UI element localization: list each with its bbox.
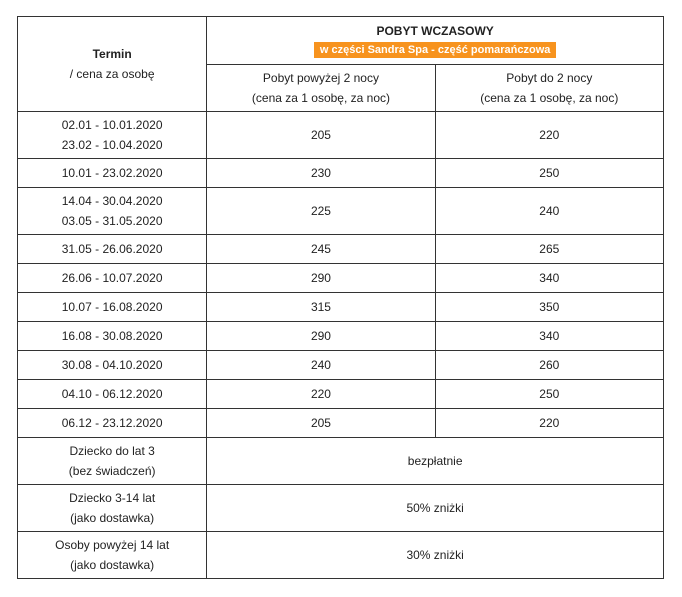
column-header-short-stay-line1: Pobyt do 2 nocy [506,71,593,85]
discount-value-cell: bezpłatnie [207,438,664,485]
price-short-stay-cell: 220 [435,112,663,159]
term-cell [18,159,207,188]
term-cell-line: 10.01 - 23.02.2020 [61,166,163,180]
price-long-stay-cell: 290 [207,264,435,293]
price-long-stay-cell: 240 [207,351,435,380]
term-cell [18,264,207,293]
table-row [18,264,664,293]
term-cell [18,235,207,264]
column-header-long-stay [207,65,435,112]
price-short-stay-cell: 350 [435,293,663,322]
term-cell-line: (bez świadczeń) [68,464,156,478]
table-row [18,380,664,409]
price-short-stay-cell: 260 [435,351,663,380]
term-cell [18,188,207,235]
table-row-discount [18,438,664,485]
price-short-stay-cell: 340 [435,264,663,293]
price-long-stay-cell: 245 [207,235,435,264]
term-cell-line: 31.05 - 26.06.2020 [61,242,163,256]
price-table-container [17,16,664,579]
term-cell-line: 26.06 - 10.07.2020 [61,271,163,285]
term-cell-line: Dziecko do lat 3 [69,444,155,458]
price-short-stay-cell: 220 [435,409,663,438]
term-cell-line: 04.10 - 06.12.2020 [61,387,163,401]
table-row-discount [18,532,664,579]
price-table [17,16,664,579]
column-header-short-stay [435,65,663,112]
term-cell-line: Osoby powyżej 14 lat [55,538,170,552]
term-cell-line: 23.02 - 10.04.2020 [61,138,163,152]
price-long-stay-cell: 230 [207,159,435,188]
term-cell-line: 02.01 - 10.01.2020 [61,118,163,132]
term-cell-line: 14.04 - 30.04.2020 [61,194,163,208]
discount-value-cell: 30% zniżki [207,532,664,579]
price-table-body [18,112,664,579]
table-row [18,188,664,235]
price-short-stay-cell: 265 [435,235,663,264]
term-cell-line: 10.07 - 16.08.2020 [61,300,163,314]
price-long-stay-cell: 205 [207,409,435,438]
term-cell-line: 03.05 - 31.05.2020 [61,214,163,228]
stay-header-title: POBYT WCZASOWY [376,23,494,38]
term-cell [18,380,207,409]
column-header-short-stay-line2: (cena za 1 osobę, za noc) [480,91,619,105]
term-cell [18,409,207,438]
term-header-title: Termin [92,47,132,61]
price-long-stay-cell: 220 [207,380,435,409]
table-row-discount [18,485,664,532]
term-cell [18,532,207,579]
table-row [18,351,664,380]
table-row [18,409,664,438]
term-cell [18,322,207,351]
price-long-stay-cell: 205 [207,112,435,159]
column-header-long-stay-line2: (cena za 1 osobę, za noc) [251,91,390,105]
table-row [18,159,664,188]
term-cell [18,438,207,485]
term-cell [18,112,207,159]
price-long-stay-cell: 225 [207,188,435,235]
term-cell-line: 16.08 - 30.08.2020 [61,329,163,343]
term-cell-line: 30.08 - 04.10.2020 [61,358,163,372]
discount-value-cell: 50% zniżki [207,485,664,532]
term-cell-line: 06.12 - 23.12.2020 [61,416,163,430]
price-short-stay-cell: 250 [435,159,663,188]
price-long-stay-cell: 290 [207,322,435,351]
table-row [18,112,664,159]
term-cell [18,351,207,380]
table-row [18,235,664,264]
term-cell-line: (jako dostawka) [70,558,155,572]
term-header-subtitle: / cena za osobę [69,67,155,81]
column-header-long-stay-line1: Pobyt powyżej 2 nocy [262,71,379,85]
table-row [18,293,664,322]
price-long-stay-cell: 315 [207,293,435,322]
header-row-top [18,17,664,65]
stay-header-cell [207,17,664,65]
term-cell [18,485,207,532]
table-row [18,322,664,351]
term-cell-line: (jako dostawka) [70,511,155,525]
price-short-stay-cell: 250 [435,380,663,409]
price-short-stay-cell: 340 [435,322,663,351]
term-header-cell [18,17,207,112]
stay-header-badge: w części Sandra Spa - część pomarańczowa [314,42,556,58]
price-short-stay-cell: 240 [435,188,663,235]
term-cell-line: Dziecko 3-14 lat [69,491,156,505]
term-cell [18,293,207,322]
